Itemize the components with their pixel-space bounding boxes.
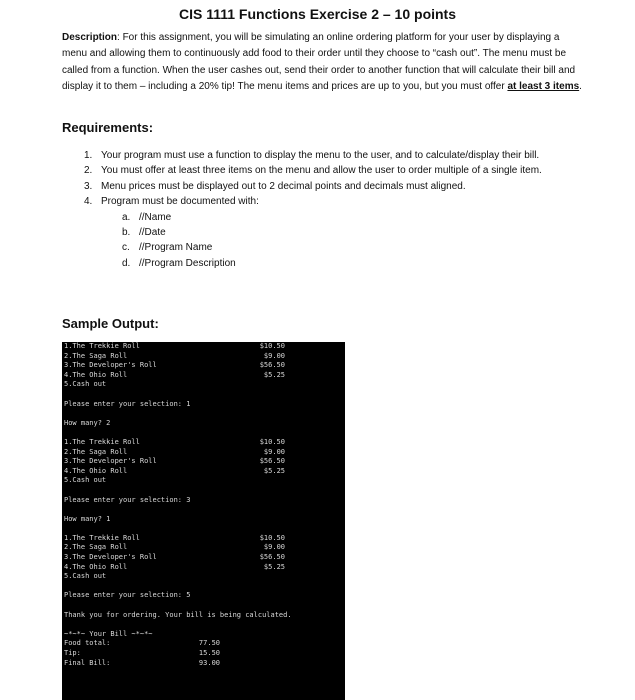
menu-line — [62, 457, 345, 467]
menu-line — [62, 380, 345, 390]
requirement-number: 1. — [84, 150, 93, 161]
menu-item-price: $10.50 — [259, 342, 285, 350]
menu-item-label: 3.The Developer's Roll — [64, 553, 157, 562]
menu-item-label: 3.The Developer's Roll — [64, 361, 157, 370]
documentation-letter: b. — [122, 227, 131, 239]
menu-line — [62, 371, 345, 381]
documentation-text: //Program Description — [139, 257, 236, 269]
menu-line — [62, 352, 345, 362]
menu-item-price: $56.50 — [259, 553, 285, 562]
requirement-number: 3. — [84, 180, 93, 192]
description-text: : For this assignment, you will be simulating an online ordering platform for your user by displaying a menu and allowing them to continuously add food to their order until they choose to “cash out”. The menu must be called from a function. When the user cashes out, send their order to another function that will calculate their bill and display it to them – including a 20% tip! The menu items and prices are up to you, but you must offer — [62, 32, 576, 93]
menu-line — [62, 553, 345, 563]
menu-line — [62, 563, 345, 573]
bill-line — [62, 659, 345, 669]
bill-label: Tip: — [64, 649, 81, 657]
bill-value: 77.50 — [198, 639, 220, 648]
menu-line — [62, 361, 345, 371]
menu-item-label: 2.The Saga Roll — [64, 351, 128, 360]
documentation-text: //Name — [139, 211, 172, 223]
documentation-letter: d. — [122, 257, 131, 269]
menu-item-price: $10.50 — [259, 533, 285, 542]
requirements-list — [84, 148, 584, 271]
menu-item-label: 1.The Trekkie Roll — [64, 342, 140, 350]
menu-item-label: 1.The Trekkie Roll — [64, 437, 140, 446]
menu-item-label: 4.The Ohio Roll — [64, 370, 128, 379]
menu-line — [62, 342, 345, 352]
menu-item-label: 3.The Developer's Roll — [64, 457, 157, 466]
requirements-heading: Requirements: — [62, 120, 154, 135]
quantity-prompt: How many? 2 — [64, 418, 111, 427]
thank-you-message: Thank you for ordering. Your bill is being calculated. — [64, 610, 292, 619]
bill-label: Food total: — [64, 639, 111, 648]
requirement-item — [84, 179, 584, 194]
menu-item-label: 2.The Saga Roll — [64, 447, 128, 456]
selection-prompt: Please enter your selection: 5 — [64, 591, 191, 600]
menu-item-label: 5.Cash out — [64, 380, 107, 389]
menu-line — [62, 534, 345, 544]
menu-item-label: 4.The Ohio Roll — [64, 466, 128, 475]
menu-line — [62, 572, 345, 582]
documentation-item — [84, 240, 584, 255]
bill-line — [62, 649, 345, 659]
requirement-item — [84, 163, 584, 178]
menu-item-label: 1.The Trekkie Roll — [64, 533, 140, 542]
requirement-item — [84, 148, 584, 163]
description-paragraph — [62, 30, 582, 96]
menu-item-price: $10.50 — [259, 437, 285, 446]
menu-item-price: $5.25 — [263, 562, 285, 571]
bill-value: 93.00 — [198, 658, 220, 667]
selection-prompt: Please enter your selection: 1 — [64, 399, 191, 408]
menu-line — [62, 467, 345, 477]
documentation-item — [84, 256, 584, 271]
menu-item-label: 5.Cash out — [64, 572, 107, 581]
requirement-text: Program must be documented with: — [101, 196, 259, 208]
menu-item-price: $9.00 — [263, 351, 285, 360]
menu-item-label: 5.Cash out — [64, 476, 107, 485]
menu-item-price: $9.00 — [263, 447, 285, 456]
menu-item-price: $9.00 — [263, 543, 285, 552]
menu-item-price: $5.25 — [263, 370, 285, 379]
requirement-text: Menu prices must be displayed out to 2 decimal points and decimals must aligned. — [101, 180, 466, 192]
requirement-item — [84, 194, 584, 209]
menu-line — [62, 476, 345, 486]
documentation-item — [84, 210, 584, 225]
description-label: Description — [62, 32, 118, 43]
documentation-item — [84, 225, 584, 240]
menu-item-price: $5.25 — [263, 466, 285, 475]
menu-line — [62, 543, 345, 553]
menu-line — [62, 448, 345, 458]
requirement-number: 2. — [84, 165, 93, 177]
terminal-output — [62, 342, 345, 700]
documentation-text: //Date — [139, 227, 166, 239]
sample-output-heading: Sample Output: — [62, 316, 159, 331]
menu-item-label: 4.The Ohio Roll — [64, 562, 128, 571]
selection-prompt: Please enter your selection: 3 — [64, 495, 191, 504]
requirement-text: You must offer at least three items on the menu and allow the user to order multiple of a single item. — [101, 165, 542, 177]
bill-line — [62, 639, 345, 649]
quantity-prompt: How many? 1 — [64, 514, 111, 523]
bill-value: 15.50 — [198, 649, 220, 657]
description-end: . — [579, 81, 582, 93]
description-emphasis: at least 3 items — [507, 81, 580, 93]
documentation-text: //Program Name — [139, 242, 213, 254]
bill-label: Final Bill: — [64, 658, 111, 667]
menu-line — [62, 438, 345, 448]
documentation-letter: a. — [122, 211, 131, 223]
menu-item-label: 2.The Saga Roll — [64, 543, 128, 552]
menu-item-price: $56.50 — [259, 361, 285, 370]
requirement-number: 4. — [84, 196, 93, 208]
documentation-letter: c. — [122, 242, 130, 254]
bill-header: ~*~*~ Your Bill ~*~*~ — [64, 629, 153, 638]
page-title: CIS 1111 Functions Exercise 2 – 10 points — [178, 6, 457, 22]
requirement-text: Your program must use a function to display the menu to the user, and to calculate/display their bill. — [101, 150, 540, 161]
menu-item-price: $56.50 — [259, 457, 285, 466]
